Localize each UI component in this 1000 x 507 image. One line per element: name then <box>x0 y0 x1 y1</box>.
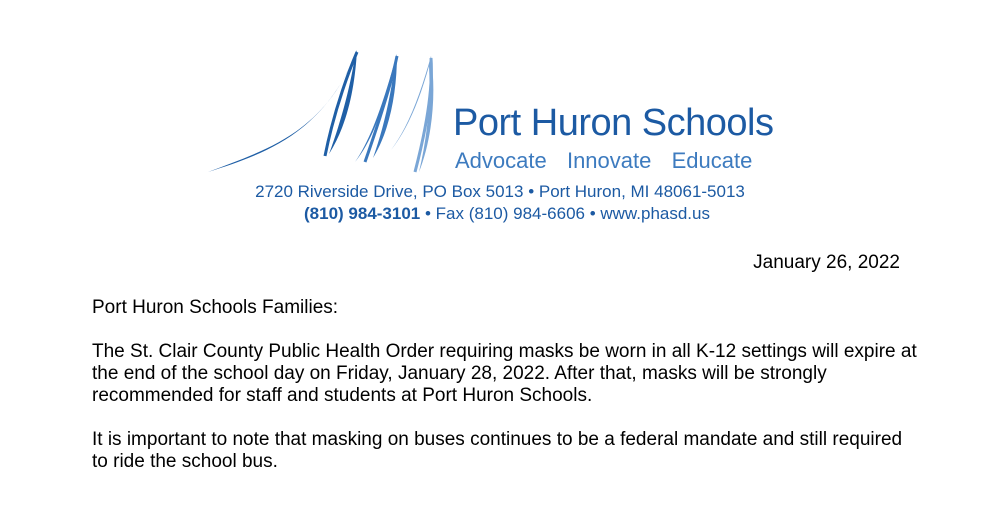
letterhead <box>0 0 1000 240</box>
contact-details: • Fax (810) 984-6606 • www.phasd.us <box>420 204 710 223</box>
logo-arc-1 <box>325 52 357 156</box>
sail-arcs-logo-icon <box>205 46 445 176</box>
body-paragraph-2: It is important to note that masking on buses continues to be a federal mandate and still required to ride the school bus. <box>92 429 903 472</box>
org-name: Port Huron Schools <box>453 102 774 144</box>
address-line: 2720 Riverside Drive, PO Box 5013 • Port Huron, MI 48061-5013 <box>255 182 745 201</box>
logo-sail-mid <box>355 54 397 162</box>
letter-body <box>92 297 922 495</box>
body-paragraph-1: The St. Clair County Public Health Order requiring masks be worn in all K-12 settings will expire at the end of the school day on Friday, January 28, 2022. After that, masks will be strongly recommended for staff and students at Port Huron Schools. <box>92 341 917 406</box>
salutation: Port Huron Schools Families: <box>92 297 339 318</box>
letter-date: January 26, 2022 <box>753 252 900 273</box>
org-tagline: Advocate Innovate Educate <box>455 148 753 173</box>
phone-number: (810) 984-3101 <box>304 204 421 223</box>
contact-line <box>0 204 1000 224</box>
